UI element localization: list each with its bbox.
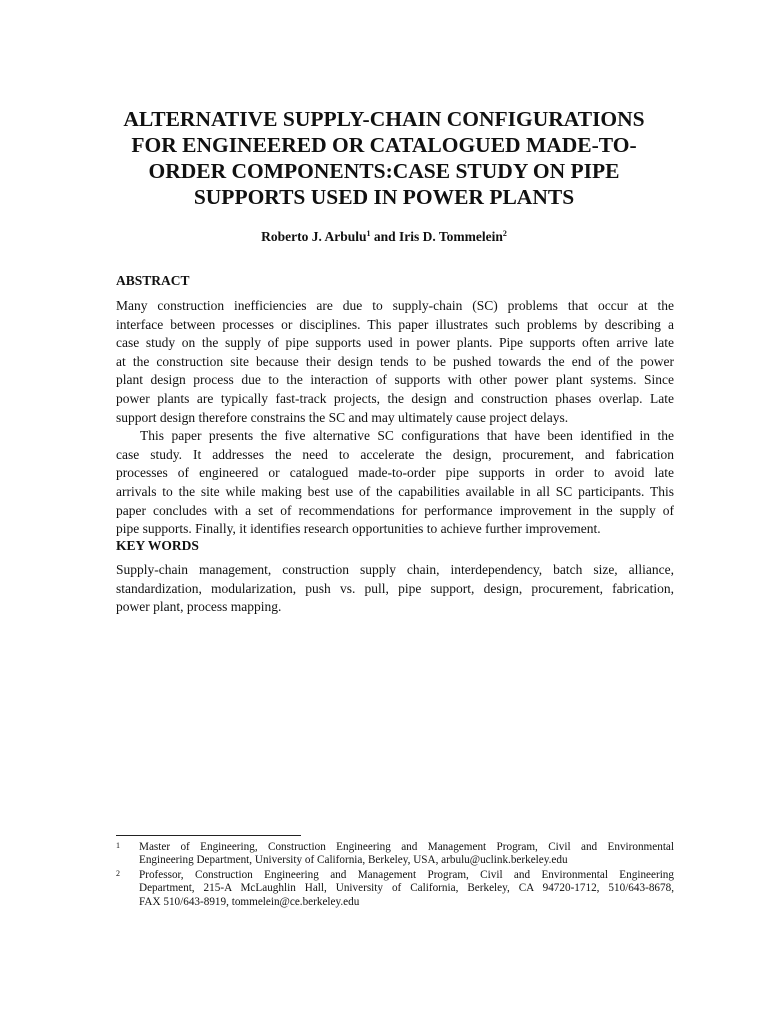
text-line: standardization, modularization, push vs. pull, pipe support, design, procurement, fabrication, — [116, 580, 674, 596]
text-line: case study. It addresses the need to accelerate the design, procurement, and fabrication — [116, 446, 674, 462]
footnote-ref: 2 — [502, 229, 507, 238]
author-list — [100, 228, 668, 246]
footnote-ref: 1 — [366, 229, 371, 238]
text-line: power plants are typically fast-track projects, the design and construction phases overlap. Late — [116, 390, 674, 406]
abstract-body — [116, 297, 674, 539]
footnote-line: Engineering Department, University of California, Berkeley, USA, arbulu@uclink.berkeley.edu — [139, 854, 568, 867]
footnote-line: Department, 215-A McLaughlin Hall, University of California, Berkeley, CA 94720-1712, 510/643-8678, — [139, 882, 674, 895]
text-line: support design therefore constrains the SC and may ultimately cause project delays. — [116, 409, 569, 425]
text-line: at the construction site because their design tends to be pushed towards the end of the power — [116, 353, 674, 369]
paper-title — [100, 106, 668, 210]
title-line: ORDER COMPONENTS:CASE STUDY ON PIPE — [148, 159, 620, 183]
keywords-body — [116, 561, 674, 617]
footnote-mark: 1 — [116, 841, 120, 850]
text-line: Many construction inefficiencies are due to supply-chain (SC) problems that occur at the — [116, 298, 674, 313]
title-line: FOR ENGINEERED OR CATALOGUED MADE-TO- — [131, 133, 637, 157]
text-line: pipe supports. Finally, it identifies research opportunities to achieve further improvement. — [116, 521, 601, 537]
footnote-mark: 2 — [116, 868, 120, 878]
abstract-heading: ABSTRACT — [116, 273, 190, 288]
keywords-heading: KEY WORDS — [116, 538, 199, 553]
text-line: Supply-chain management, construction supply chain, interdependency, batch size, alliance, — [116, 562, 674, 577]
footnote-line: Professor, Construction Engineering and Management Program, Civil and Environmental Engineering — [139, 868, 674, 881]
text-line: processes of engineered or catalogued made-to-order pipe supports in order to avoid late — [116, 465, 674, 481]
abstract-paragraph — [116, 297, 674, 427]
footnote — [116, 841, 674, 868]
footnote — [116, 869, 674, 909]
text-line: This paper presents the five alternative SC configurations that have been identified in the — [140, 428, 674, 444]
abstract-paragraph — [116, 427, 674, 539]
title-line: SUPPORTS USED IN POWER PLANTS — [193, 185, 575, 209]
footnote-line: Master of Engineering, Construction Engineering and Management Program, Civil and Environmental — [139, 841, 674, 853]
footnotes — [116, 841, 674, 910]
author-name: Roberto J. Arbulu — [261, 229, 367, 244]
text-line: paper concludes with a set of recommendations for performance improvement in the supply of — [116, 502, 674, 518]
text-line: plant design process due to the interaction of supports with other power plant systems. Since — [116, 372, 674, 388]
footnote-divider — [116, 835, 301, 836]
text-line: interface between processes or disciplines. This paper illustrates such problems by describing a — [116, 316, 674, 332]
text-line: case study on the supply of pipe supports used in power plants. Pipe supports often arrive late — [116, 335, 674, 351]
footnote-line: FAX 510/643-8919, tommelein@ce.berkeley.edu — [139, 895, 360, 908]
text-line: arrivals to the site while making best use of the capabilities available in all SC participants. This — [116, 483, 674, 499]
title-line: ALTERNATIVE SUPPLY-CHAIN CONFIGURATIONS — [123, 107, 645, 131]
author-name: Iris D. Tommelein — [399, 229, 503, 244]
author-conjunction: and — [370, 229, 400, 244]
text-line: power plant, process mapping. — [116, 599, 282, 615]
